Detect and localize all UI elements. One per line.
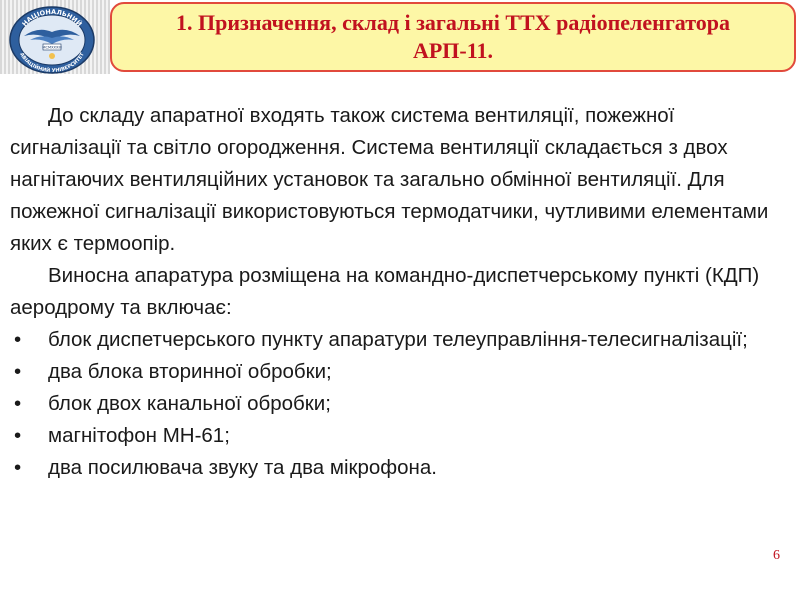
list-item-text: два посилювача звуку та два мікрофона. [48, 456, 437, 479]
list-item-text: два блока вторинної обробки; [48, 360, 332, 383]
body-content [10, 100, 780, 484]
paragraph-1: До складу апаратної входять також система вентиляції, пожежної сигналізації та світло огородження. Система вентиляції складається з двох нагнітаючих вентиляційних установок та загально обмінної вентиляції. Для пожежної сигналізації використовуються термодатчики, чутливими елементами яких є термоопір. [10, 104, 769, 255]
list-item-text: магнітофон МН-61; [48, 424, 230, 447]
title-box [110, 2, 796, 72]
paragraph-2: Виносна апаратура розміщена на командно-диспетчерському пункті (КДП) аеродрому та включає: [10, 264, 760, 319]
bullet-icon: • [14, 424, 22, 447]
list-item [10, 452, 780, 484]
title-line-2: АРП-11. [412, 38, 494, 63]
bullet-icon: • [14, 392, 22, 415]
bullet-icon: • [14, 456, 22, 479]
list-item [10, 324, 780, 356]
logo-text-top: НАЦІОНАЛЬНИЙ [20, 7, 84, 29]
list-item-text: блок двох канальної обробки; [48, 392, 331, 415]
list-item [10, 356, 780, 388]
globe-icon [49, 53, 55, 59]
bullet-icon: • [14, 360, 22, 383]
list-item [10, 420, 780, 452]
list-item [10, 388, 780, 420]
university-logo [6, 2, 98, 74]
page-title [123, 9, 783, 65]
page-number: 6 [773, 548, 780, 563]
bullet-icon: • [14, 328, 22, 351]
logo-year: MCMXXXIII [42, 45, 62, 50]
title-line-1: 1. Призначення, склад і загальні ТТХ радіопеленгатора [175, 10, 730, 35]
list-item-text: блок диспетчерського пункту апаратури телеуправління-телесигналізації; [48, 328, 748, 351]
bullet-list [10, 324, 780, 484]
logo-text-bottom: АВІАЦІЙНИЙ УНІВЕРСИТЕТ [18, 51, 86, 74]
